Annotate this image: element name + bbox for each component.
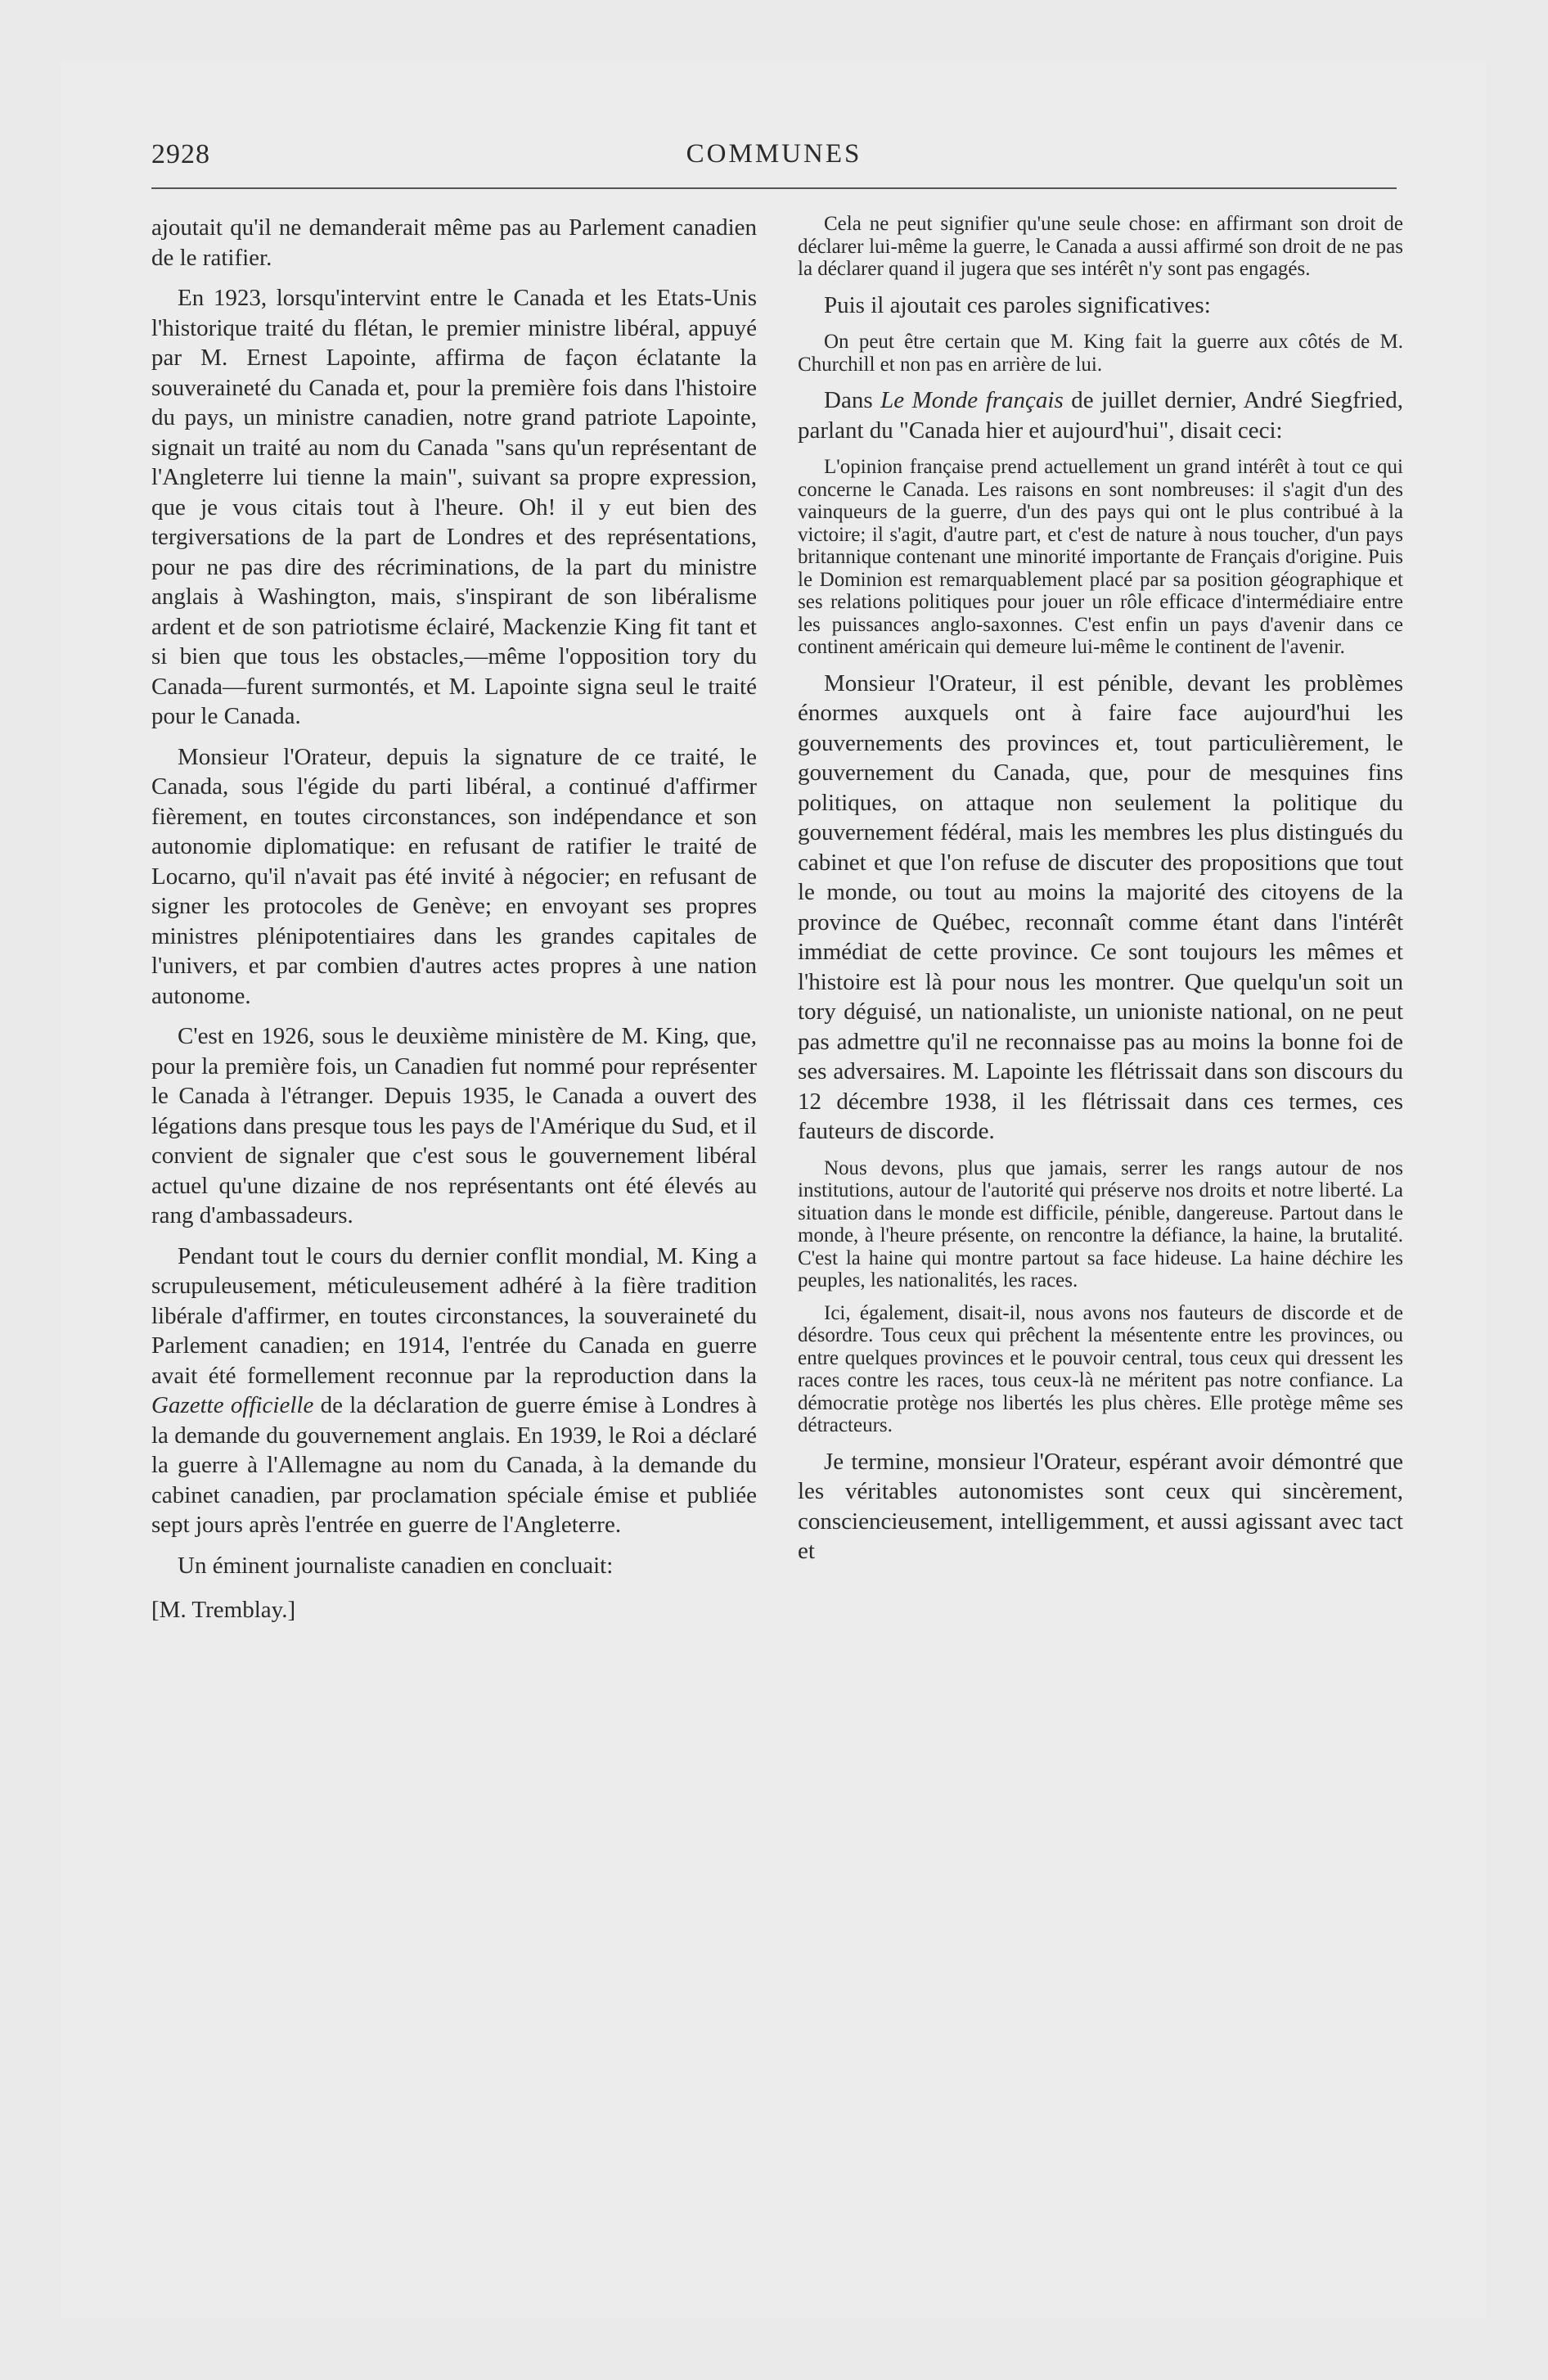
block-quote: Cela ne peut signifier qu'une seule chose: en affirmant son droit de déclarer lui-même la guerre, le Canada a aussi affirmé son droit de ne pas la déclarer quand il jugera que ses intérêt n'y sont pas engagés.	[798, 213, 1403, 280]
publication-title: Gazette officielle	[151, 1392, 314, 1418]
page-number: 2928	[151, 139, 210, 169]
paragraph: En 1923, lorsqu'intervint entre le Canada et les Etats-Unis l'historique traité du flétan, le premier ministre libéral, appuyé par M. Ernest Lapointe, affirma de façon éclatante la souveraineté du Canada et, pour la première fois dans l'histoire du pays, un ministre canadien, notre grand patriote Lapointe, signait un traité au nom du Canada "sans qu'un représentant de l'Angleterre lui tienne la main", suivant sa propre expression, que je vous citais tout à l'heure. Oh! il y eut bien des tergiversations de la part de Londres et des représentations, pour ne pas dire des récriminations, de la part du ministre anglais à Washington, mais, s'inspirant de son libéralisme ardent et de son patriotisme éclairé, Mackenzie King fit tant et si bien que tous les obstacles,—même l'opposition tory du Canada—furent surmontés, et M. Lapointe signa seul le traité pour le Canada.	[151, 285, 757, 729]
paragraph-text: de la déclaration de guerre émise à Londres à la demande du gouvernement anglais. En 1939, le Roi a déclaré la guerre à l'Allemagne au nom du Canada, à la demande du cabinet canadien, par proclamation spéciale émise et publiée sept jours après l'entrée en guerre de l'Angleterre.	[151, 1392, 757, 1538]
block-quote: Nous devons, plus que jamais, serrer les rangs autour de nos institutions, autour de l'autorité qui préserve nos droits et notre liberté. La situation dans le monde est difficile, pénible, dangereuse. Partout dans le monde, à l'heure présente, on rencontre la défiance, la haine, la brutalité. C'est la haine qui montre partout sa face hideuse. La haine déchire les peuples, les nationalités, les races.	[798, 1156, 1403, 1291]
speaker-attribution: [M. Tremblay.]	[151, 1597, 296, 1623]
paragraph: Puis il ajoutait ces paroles significatives:	[824, 291, 1211, 318]
block-quote: On peut être certain que M. King fait la guerre aux côtés de M. Churchill et non pas en arrière de lui.	[798, 331, 1403, 376]
paragraph: Monsieur l'Orateur, il est pénible, devant les problèmes énormes auxquels ont à faire face aujourd'hui les gouvernements des provinces et, tout particulièrement, le gouvernement du Canada, que, pour de mesquines fins politiques, on attaque non seulement la politique du gouvernement fédéral, mais les membres les plus distingués du cabinet et que l'on refuse de discuter des propositions que tout le monde, ou tout au moins la majorité des citoyens de la province de Québec, reconnaît comme étant dans l'intérêt immédiat de cette province. Ce sont toujours les mêmes et l'histoire est là pour nous les montrer. Que quelqu'un soit un tory déguisé, un nationaliste, un unioniste national, on ne peut pas admettre qu'il ne reconnaisse pas au moins la bonne foi de ses adversaires. M. Lapointe les flétrissait dans son discours du 12 décembre 1938, il les flétrissait dans ces termes, ces fauteurs de discorde.	[798, 669, 1403, 1144]
paragraph: ajoutait qu'il ne demanderait même pas au Parlement canadien de le ratifier.	[151, 214, 757, 271]
publication-title: Le Monde français	[880, 387, 1064, 413]
paragraph: Un éminent journaliste canadien en concluait:	[178, 1552, 614, 1579]
header-rule	[151, 187, 1397, 189]
left-column	[151, 213, 757, 1636]
page-header	[151, 139, 1397, 180]
paragraph: C'est en 1926, sous le deuxième ministère de M. King, que, pour la première fois, un Canadien fut nommé pour représenter le Canada à l'étranger. Depuis 1935, le Canada a ouvert des légations dans presque tous les pays de l'Amérique du Sud, et il convient de signaler que c'est sous le gouvernement libéral actuel qu'une dizaine de nos représentants ont été élevés au rang d'ambassadeurs.	[151, 1023, 757, 1228]
paragraph	[151, 1242, 757, 1540]
running-title: COMMUNES	[686, 139, 862, 169]
paragraph-text: Dans	[824, 387, 881, 413]
paragraph: Je termine, monsieur l'Orateur, espérant avoir démontré que les véritables autonomistes sont ceux qui sincèrement, consciencieusement, intelligemment, et aussi agissant avec tact et	[798, 1448, 1403, 1564]
block-quote: Ici, également, disait-il, nous avons nos fauteurs de discorde et de désordre. Tous ceux qui prêchent la mésentente entre les provinces, ou entre quelques provinces et le pouvoir central, tous ceux qui dressent les races contre les races, tous ceux-là ne méritent pas notre confiance. La démocratie protège nos libertés les plus chères. Elle protège même ses détracteurs.	[798, 1301, 1403, 1436]
paragraph: Monsieur l'Orateur, depuis la signature de ce traité, le Canada, sous l'égide du parti libéral, a continué d'affirmer fièrement, en toutes circonstances, son indépendance et son autonomie diplomatique: en refusant de ratifier le traité de Locarno, qu'il n'avait pas été invité à négocier; en refusant de signer les protocoles de Genève; en envoyant ses propres ministres plénipotentiaires dans les grandes capitales de l'univers, et par combien d'autres actes propres à une nation autonome.	[151, 743, 757, 1009]
paragraph-text: de juillet dernier, André Siegfried, parlant du "Canada hier et aujourd'hui", disait ceci:	[798, 387, 1403, 444]
paragraph-text: Pendant tout le cours du dernier conflit mondial, M. King a scrupuleusement, méticuleusement adhéré à la fière tradition libérale d'affirmer, en toutes circonstances, la souveraineté du Parlement canadien; en 1914, l'entrée du Canada en guerre avait été formellement reconnue par la reproduction dans la	[151, 1242, 757, 1389]
document-page	[61, 61, 1487, 2319]
right-column	[798, 213, 1403, 1577]
block-quote: L'opinion française prend actuellement un grand intérêt à tout ce qui concerne le Canada. Les raisons en sont nombreuses: il s'agit d'un des vainqueurs de la guerre, d'un des pays qui ont le plus contribué à la victoire; il s'agit, d'autre part, et c'est de nature à nous toucher, d'un pays britannique contenant une minorité importante de Français d'origine. Puis le Dominion est remarquablement placé par sa position géographique et ses relations politiques pour jouer un rôle efficace d'intermédiaire entre les puissances anglo-saxonnes. C'est enfin un pays d'avenir dans ce continent américain qui demeure lui-même le continent de l'avenir.	[798, 456, 1403, 658]
paragraph	[798, 385, 1403, 445]
